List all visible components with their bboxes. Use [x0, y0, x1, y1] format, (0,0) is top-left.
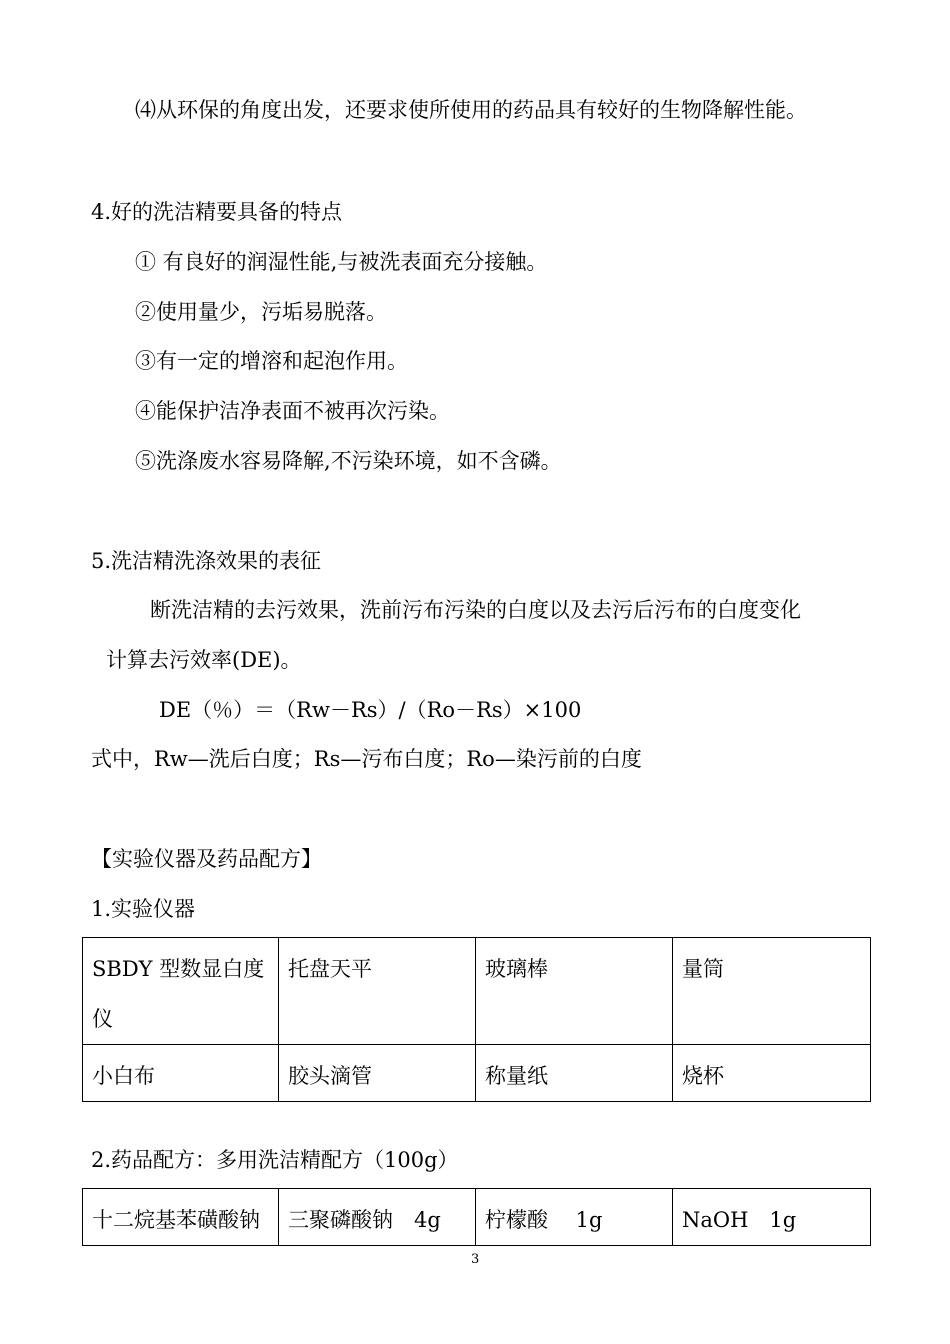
- experiment-heading: 【实验仪器及药品配方】: [91, 847, 322, 871]
- table-row: [83, 1045, 871, 1102]
- table-cell: 称量纸: [476, 1045, 673, 1102]
- table-cell: 烧杯: [673, 1045, 871, 1102]
- section4-item-3: ③有一定的增溶和起泡作用。: [135, 349, 408, 373]
- table-cell: 托盘天平: [279, 938, 476, 1045]
- section5-paragraph-line-1: 断洗洁精的去污效果，洗前污布污染的白度以及去污后污布的白度变化: [150, 598, 801, 622]
- section5-heading: 5.洗洁精洗涤效果的表征: [91, 549, 322, 573]
- intro-item: ⑷从环保的角度出发，还要求使所使用的药品具有较好的生物降解性能。: [135, 98, 807, 122]
- section4-heading: 4.好的洗洁精要具备的特点: [91, 200, 343, 224]
- de-formula: DE（％）＝（Rw－Rs）/（Ro－Rs）×100: [159, 698, 582, 722]
- table-cell: NaOH 1g: [673, 1189, 871, 1246]
- instruments-heading: 1.实验仪器: [91, 897, 196, 921]
- recipe-table: [82, 1188, 871, 1246]
- section4-item-2: ②使用量少，污垢易脱落。: [135, 300, 387, 324]
- section4-item-1: ① 有良好的润湿性能,与被洗表面充分接触。: [135, 250, 548, 274]
- table-row: [83, 938, 871, 1045]
- table-cell: 柠檬酸 1g: [476, 1189, 673, 1246]
- instruments-table: [82, 937, 871, 1102]
- table-cell: SBDY 型数显白度仪: [83, 938, 279, 1045]
- table-cell: 十二烷基苯磺酸钠: [83, 1189, 279, 1246]
- page-number: 3: [471, 1252, 480, 1267]
- table-row: [83, 1189, 871, 1246]
- section4-item-5: ⑤洗涤废水容易降解,不污染环境，如不含磷。: [135, 449, 562, 473]
- table-cell: 胶头滴管: [279, 1045, 476, 1102]
- table-cell: 玻璃棒: [476, 938, 673, 1045]
- section4-item-4: ④能保护洁净表面不被再次污染。: [135, 399, 450, 423]
- table-cell: 三聚磷酸钠 4g: [279, 1189, 476, 1246]
- formula-recipe-heading: 2.药品配方：多用洗洁精配方（100g）: [91, 1148, 459, 1172]
- section5-paragraph-line-2: 计算去污效率(DE)。: [106, 648, 302, 672]
- table-cell: 小白布: [83, 1045, 279, 1102]
- formula-legend: 式中，Rw—洗后白度；Rs—污布白度；Ro—染污前的白度: [91, 747, 642, 771]
- table-cell: 量筒: [673, 938, 871, 1045]
